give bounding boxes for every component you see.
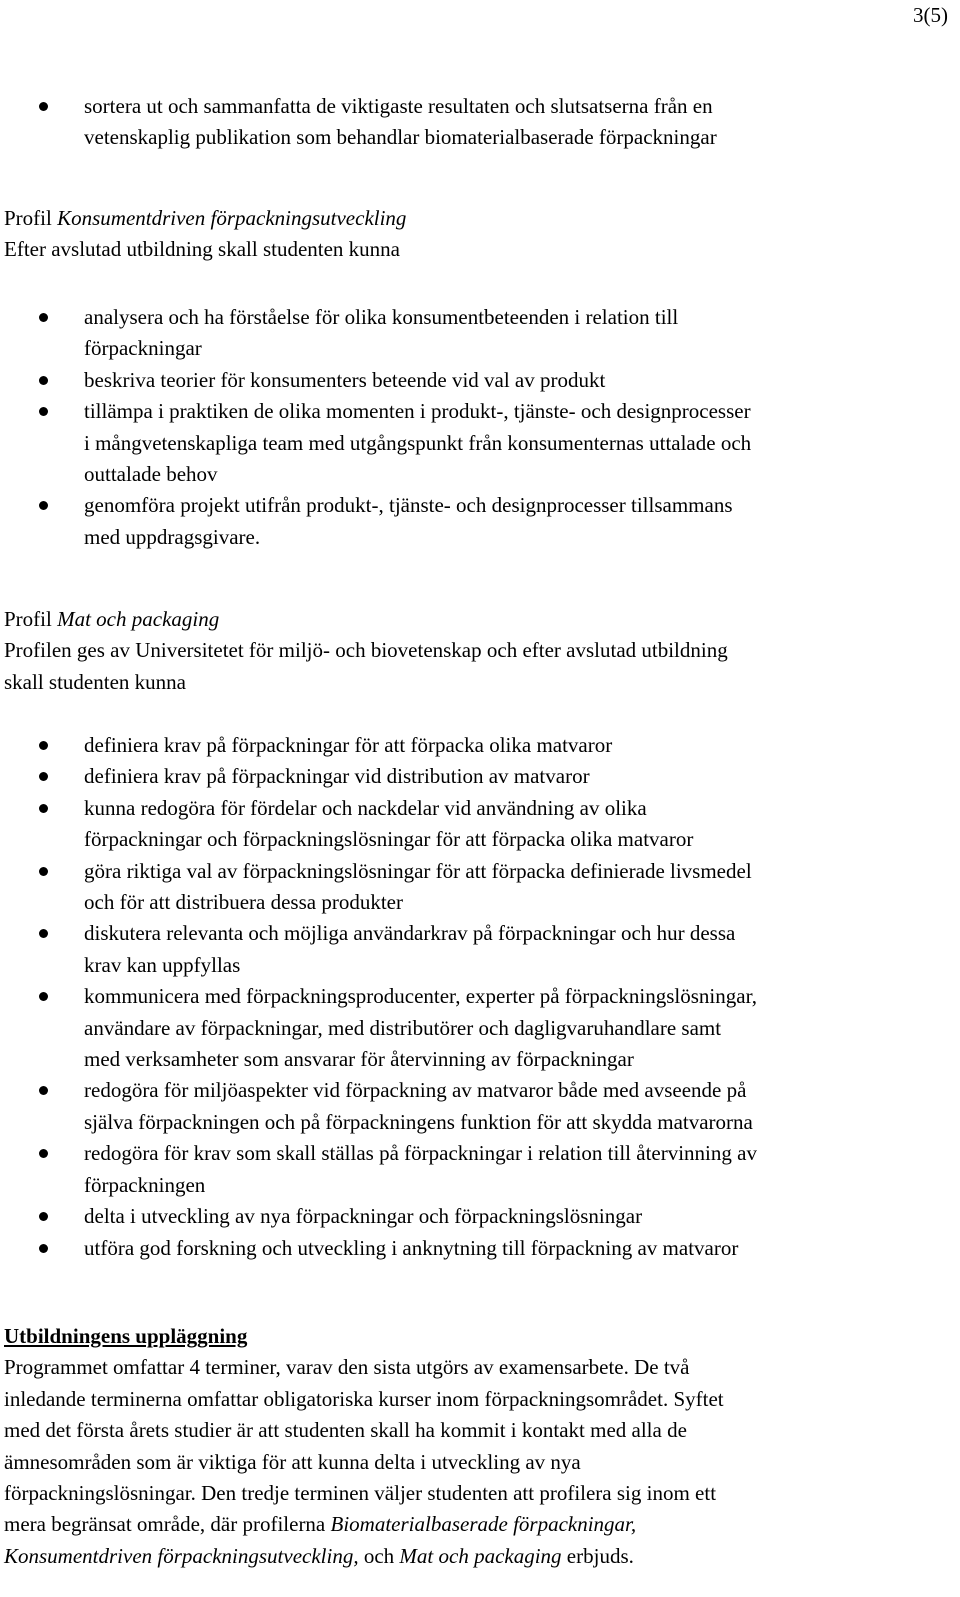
bullet-icon <box>39 1086 48 1095</box>
upplaggning-line7-mid: och <box>358 1543 400 1568</box>
list-item-line: med uppdragsgivare. <box>84 524 261 549</box>
bullet-icon <box>39 1244 48 1253</box>
list-item-line: göra riktiga val av förpackningslösningar för att förpacka definierade livsmedel <box>84 858 752 883</box>
profile-mat-name: Mat och packaging <box>57 607 220 631</box>
list-item <box>0 761 960 792</box>
list-item-line: krav kan uppfyllas <box>84 952 241 977</box>
list-item <box>0 981 960 1075</box>
upplaggning-line <box>4 1509 954 1540</box>
bullet-icon <box>39 102 48 111</box>
bullet-icon <box>39 804 48 813</box>
list-item-line: diskutera relevanta och möjliga användarkrav på förpackningar och hur dessa <box>84 921 736 946</box>
bullet-icon <box>39 929 48 938</box>
profile-konsument-heading <box>4 203 954 266</box>
list-item <box>0 1075 960 1138</box>
list-item <box>0 365 960 396</box>
bullet-icon <box>39 1212 48 1221</box>
upplaggning-line: förpackningslösningar. Den tredje terminen väljer studenten att profilera sig inom ett <box>4 1481 717 1506</box>
profile-konsument-name: Konsumentdriven förpackningsutveckling <box>57 206 407 230</box>
list-item-line: genomföra projekt utifrån produkt-, tjänste- och designprocesser tillsammans <box>84 493 733 518</box>
list-item-line: i mångvetenskapliga team med utgångspunkt från konsumenternas uttalade och <box>84 430 752 455</box>
list-item <box>0 1233 960 1264</box>
page-number: 3(5) <box>913 3 948 27</box>
list-item-line: redogöra för krav som skall ställas på förpackningar i relation till återvinning av <box>84 1141 757 1166</box>
bullet-icon <box>39 407 48 416</box>
list-item <box>0 302 960 365</box>
bullet-icon <box>39 501 48 510</box>
profile-konsument-prefix: Profil <box>4 206 58 230</box>
list-item-line: redogöra för miljöaspekter vid förpackning av matvaror både med avseende på <box>84 1078 747 1103</box>
upplaggning-line: inledande terminerna omfattar obligatoriska kurser inom förpackningsområdet. Syftet <box>4 1386 724 1411</box>
bullet-icon <box>39 1149 48 1158</box>
profile-mat-prefix: Profil <box>4 607 58 631</box>
profile-konsument-lead: Efter avslutad utbildning skall studenten kunna <box>4 237 401 262</box>
list-item-line: förpackningen <box>84 1172 206 1197</box>
list-item <box>0 490 960 553</box>
list-item <box>0 1138 960 1201</box>
upplaggning-section <box>4 1321 954 1572</box>
list-item-line: delta i utveckling av nya förpackningar och förpackningslösningar <box>84 1204 643 1229</box>
profile-mat-lead-line-1: Profilen ges av Universitetet för miljö- och biovetenskap och efter avslutad utbildning <box>4 638 728 663</box>
list-item-line: och för att distribuera dessa produkter <box>84 890 403 915</box>
list-item-line: förpackningar <box>84 336 202 361</box>
list-item-line: tillämpa i praktiken de olika momenten i produkt-, tjänste- och designprocesser <box>84 399 751 424</box>
bullet-icon <box>39 992 48 1001</box>
profile-mat-heading <box>4 604 954 698</box>
list-item-line: förpackningar och förpackningslösningar för att förpacka olika matvaror <box>84 827 694 852</box>
profile-mat-bullet-list <box>0 730 960 1264</box>
profile-konsument-bullet-list <box>0 302 960 553</box>
bullet-icon <box>39 867 48 876</box>
list-item-line: själva förpackningen och på förpackningens funktion för att skydda matvarorna <box>84 1109 753 1134</box>
upplaggning-line7-end: erbjuds. <box>561 1543 634 1568</box>
list-item-line: kunna redogöra för fördelar och nackdelar vid användning av olika <box>84 795 647 820</box>
list-item-line: analysera och ha förståelse för olika konsumentbeteenden i relation till <box>84 305 679 329</box>
list-item <box>0 91 960 154</box>
upplaggning-line: Programmet omfattar 4 terminer, varav den sista utgörs av examensarbete. De två <box>4 1355 690 1380</box>
list-item-line: utföra god forskning och utveckling i anknytning till förpackning av matvaror <box>84 1235 739 1260</box>
intro-bullet-list <box>0 91 960 154</box>
list-item-line: sortera ut och sammanfatta de viktigaste resultaten och slutsatserna från en <box>84 94 713 118</box>
upplaggning-line6-start: mera begränsat område, där profilerna <box>4 1512 331 1537</box>
list-item <box>0 918 960 981</box>
list-item-line: beskriva teorier för konsumenters beteende vid val av produkt <box>84 367 606 392</box>
list-item-line: användare av förpackningar, med distributörer och dagligvaruhandlare samt <box>84 1015 722 1040</box>
upplaggning-line <box>4 1541 954 1572</box>
profile-mat-lead-line-2: skall studenten kunna <box>4 669 186 694</box>
list-item <box>0 730 960 761</box>
bullet-icon <box>39 741 48 750</box>
list-item-line: outtalade behov <box>84 462 218 487</box>
bullet-icon <box>39 376 48 385</box>
bullet-icon <box>39 313 48 322</box>
list-item-line: kommunicera med förpackningsproducenter, experter på förpackningslösningar, <box>84 984 757 1009</box>
list-item <box>0 1201 960 1232</box>
upplaggning-line7-italic2: Mat och packaging <box>399 1543 562 1568</box>
list-item <box>0 396 960 490</box>
list-item <box>0 793 960 856</box>
list-item-line: med verksamheter som ansvarar för återvinning av förpackningar <box>84 1047 634 1072</box>
list-item-line: definiera krav på förpackningar vid distribution av matvaror <box>84 764 590 789</box>
list-item-line: vetenskaplig publikation som behandlar biomaterialbaserade förpackningar <box>84 125 717 150</box>
list-item-line: definiera krav på förpackningar för att förpacka olika matvaror <box>84 733 613 757</box>
upplaggning-line6-italic: Biomaterialbaserade förpackningar, <box>330 1512 637 1537</box>
upplaggning-heading: Utbildningens uppläggning <box>4 1324 248 1348</box>
bullet-icon <box>39 772 48 781</box>
upplaggning-line: ämnesområden som är viktiga för att kunna delta i utveckling av nya <box>4 1449 581 1474</box>
upplaggning-line: med det första årets studier är att studenten skall ha kommit i kontakt med alla de <box>4 1418 687 1443</box>
list-item <box>0 856 960 919</box>
upplaggning-line7-italic1: Konsumentdriven förpackningsutveckling, <box>4 1543 359 1568</box>
